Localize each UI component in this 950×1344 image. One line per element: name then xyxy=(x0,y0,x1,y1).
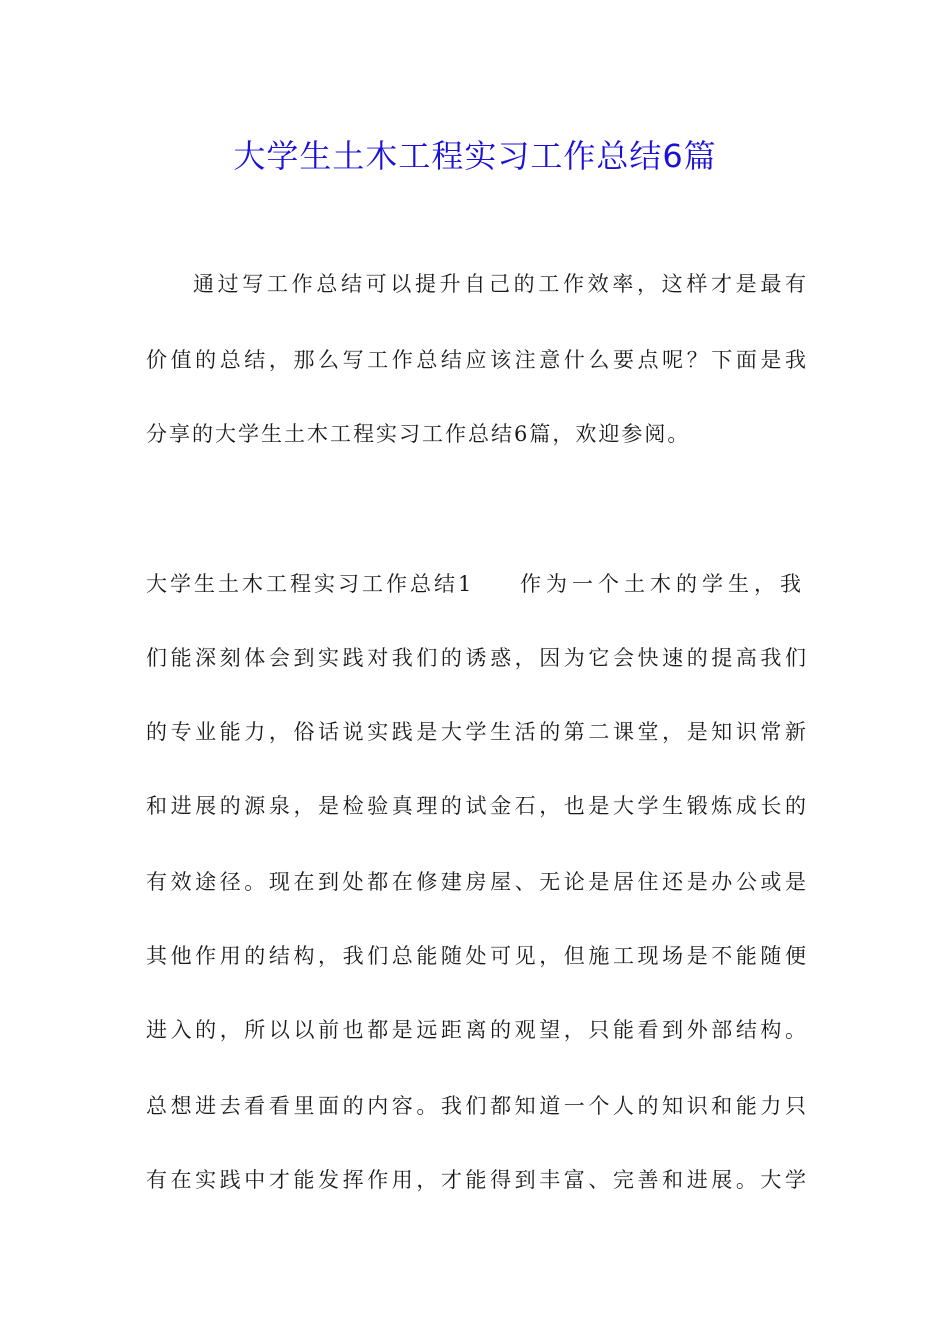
section1-line-7: 进入的，所以以前也都是远距离的观望，只能看到外部结构。 xyxy=(146,1018,806,1042)
intro-line-3: 分享的大学生土木工程实习工作总结6篇，欢迎参阅。 xyxy=(146,422,691,446)
section1-line-5: 有效途径。现在到处都在修建房屋、无论是居住还是办公或是 xyxy=(146,870,806,894)
document-title: 大学生土木工程实习工作总结6篇 xyxy=(233,137,717,175)
section1-line-9: 有在实践中才能发挥作用，才能得到丰富、完善和进展。大学 xyxy=(146,1168,806,1192)
intro-line-2: 价值的总结，那么写工作总结应该注意什么要点呢？下面是我 xyxy=(146,348,806,372)
section1-first-line xyxy=(146,564,806,604)
section1-line-1: 作为一个土木的学生，我 xyxy=(520,572,806,596)
intro-line-1: 通过写工作总结可以提升自己的工作效率，这样才是最有 xyxy=(193,272,806,296)
section1-line-2: 们能深刻体会到实践对我们的诱惑，因为它会快速的提高我们 xyxy=(146,646,806,670)
section1-line-8: 总想进去看看里面的内容。我们都知道一个人的知识和能力只 xyxy=(146,1094,806,1118)
section1-line-4: 和进展的源泉，是检验真理的试金石，也是大学生锻炼成长的 xyxy=(146,794,806,818)
section1-line-3: 的专业能力，俗话说实践是大学生活的第二课堂，是知识常新 xyxy=(146,720,806,744)
section1-heading: 大学生土木工程实习工作总结1 xyxy=(146,572,475,596)
section1-line-6: 其他作用的结构，我们总能随处可见，但施工现场是不能随便 xyxy=(146,944,806,968)
